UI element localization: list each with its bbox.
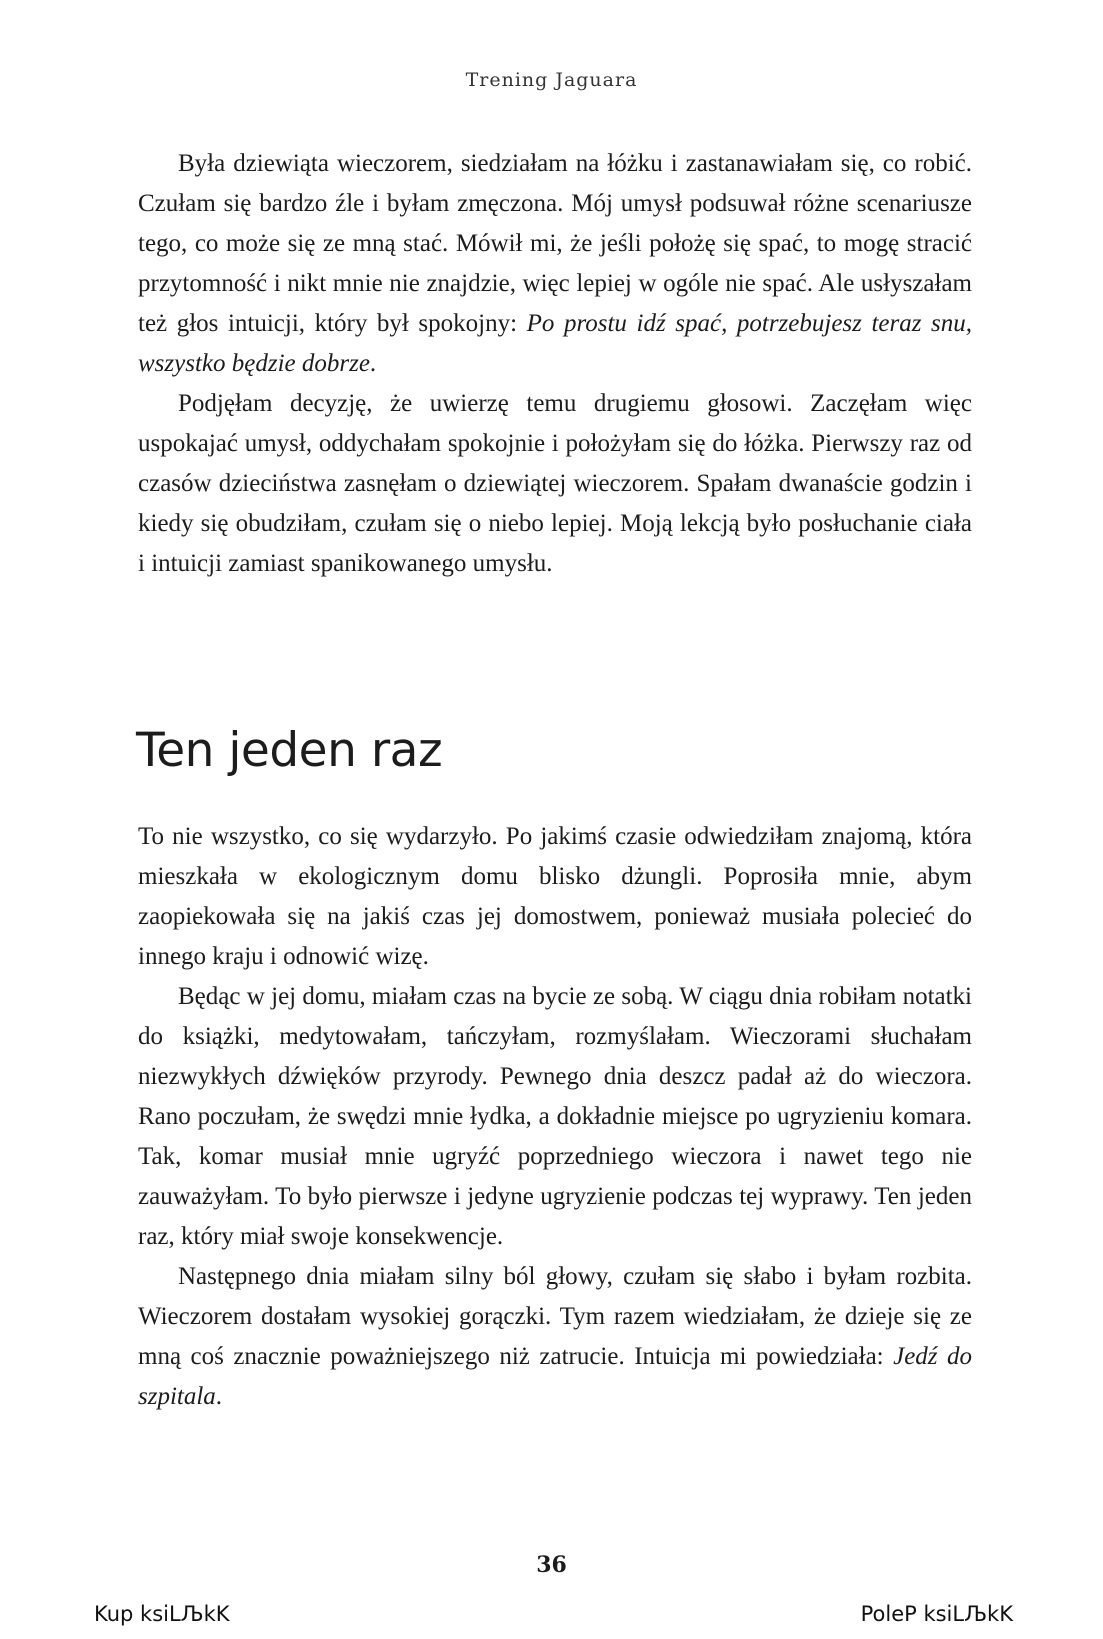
recommend-book-link[interactable]: PoleP ksiLЉkK bbox=[860, 1602, 1013, 1626]
paragraph-text: Była dziewiąta wieczorem, siedziałam na łóżku i zastanawiałam się, co robić. Czułam się bardzo źle i byłam zmęczona. Mój umysł podsuwał różne scenariusze tego, co może się ze mną stać. Mówił mi, że jeśli położę się spać, to mogę stracić przytomność i nikt mnie nie znajdzie, więc lepiej w ogóle nie spać. Ale usłyszałam też głos intuicji, który był spokojny: bbox=[138, 150, 972, 337]
paragraph-text: Następnego dnia miałam silny ból głowy, czułam się słabo i byłam rozbita. Wieczorem dostałam wysokiej gorączki. Tym razem wiedziałam, że dzieje się ze mną coś znacznie poważniejszego niż zatrucie. Intuicja mi powiedziała: bbox=[138, 1263, 972, 1370]
italic-quote: Po prostu idź spać, potrzebujesz teraz snu, wszystko będzie dobrze bbox=[138, 310, 972, 377]
paragraph: Podjęłam decyzję, że uwierzę temu drugiemu głosowi. Zaczęłam więc uspokajać umysł, oddychałam spokojnie i położyłam się do łóżka. Pierwszy raz od czasów dzieciństwa zasnęłam o dziewiątej wieczorem. Spałam dwanaście godzin i kiedy się obudziłam, czułam się o niebo lepiej. Moją lekcją było posłuchanie ciała i intuicji zamiast spanikowanego umysłu. bbox=[138, 390, 972, 577]
paragraph bbox=[138, 1257, 972, 1417]
buy-book-link[interactable]: Kup ksiLЉkK bbox=[94, 1602, 230, 1626]
text-block-section1 bbox=[138, 144, 972, 584]
paragraph: Będąc w jej domu, miałam czas na bycie ze sobą. W ciągu dnia robiłam notatki do książki, medytowałam, tańczyłam, rozmyślałam. Wieczorami słuchałam niezwykłych dźwięków przyrody. Pewnego dnia deszcz padał aż do wieczora. Rano poczułam, że swędzi mnie łydka, a dokładnie miejsce po ugryzieniu komara. Tak, komar musiał mnie ugryźć poprzedniego wieczora i nawet tego nie zauważyłam. To było pierwsze i jedyne ugryzienie podczas tej wyprawy. Ten jeden raz, który miał swoje konsekwencje. bbox=[138, 983, 972, 1250]
text-block-section2 bbox=[138, 817, 972, 1417]
section-heading: Ten jeden raz bbox=[136, 723, 443, 778]
paragraph-text: . bbox=[215, 1383, 223, 1410]
italic-quote: Jedź do szpitala bbox=[138, 1343, 973, 1410]
page-number: 36 bbox=[536, 1552, 567, 1578]
paragraph-text: . bbox=[369, 350, 377, 377]
paragraph: To nie wszystko, co się wydarzyło. Po jakimś czasie odwiedziłam znajomą, która mieszkała w ekologicznym domu blisko dżungli. Poprosiła mnie, abym zaopiekowała się na jakiś czas jej domostwem, ponieważ musiała polecieć do innego kraju i odnowić wizę. bbox=[138, 823, 972, 970]
running-head: Trening Jaguara bbox=[465, 69, 638, 91]
paragraph bbox=[138, 144, 972, 384]
